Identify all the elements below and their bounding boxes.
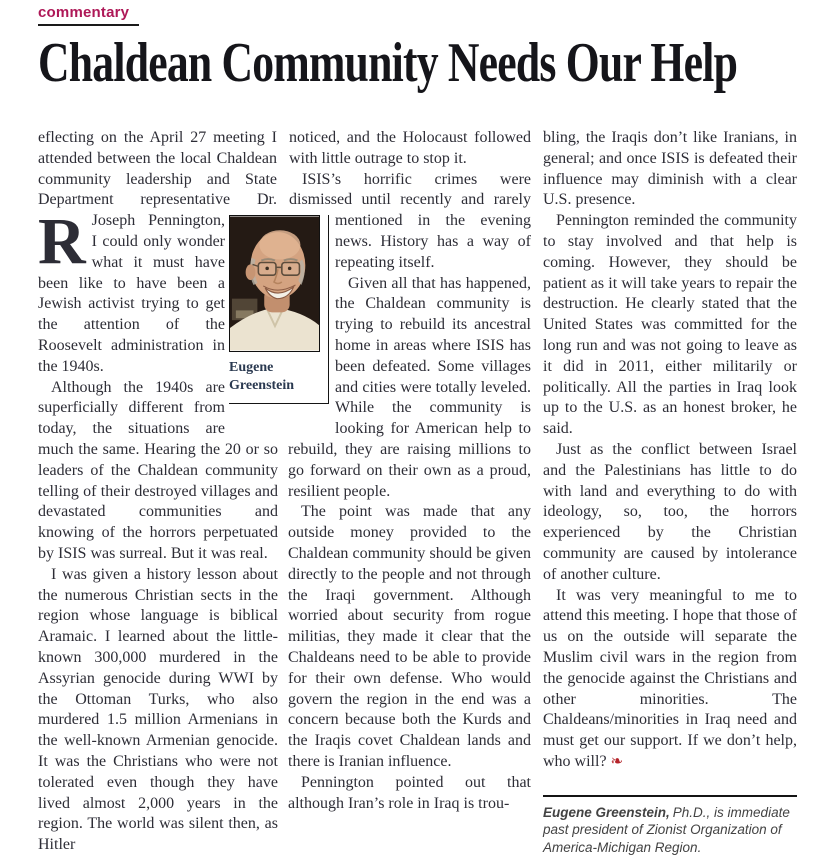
paragraph-text: It was very meaningful to me to attend this meeting. I hope that those of us on the outside will separate the Muslim civil wars in the region from the genocide against the Christians and other minorities. The Chaldeans/minorities in Iraq need and must get our support. If we don’t help, who will? xyxy=(543,586,797,770)
page-title-text: Chaldean Community Needs Our Help xyxy=(38,32,738,94)
paragraph: ISIS’s horrific crimes were dismissed until recently and rarely mentioned in the evening news. History has a way of repeating itself. xyxy=(289,170,531,271)
paragraph: bling, the Iraqis don’t like Iranians, in general; and once ISIS is defeated their influence may diminish with a clear U.S. presence. xyxy=(543,129,797,209)
end-mark-icon: ❧ xyxy=(610,753,624,770)
paragraph: Given all that has happened, the Chaldean community is trying to rebuild its ancestral home in areas where ISIS has been defeated. Some villages and cities were totally leveled. While the community is looking for American help to rebuild, they are raising millions to go forward on their own as a proud, resilient people. xyxy=(288,274,531,500)
photo-caption-line: Greenstein xyxy=(229,378,295,393)
paragraph-text: eflecting on the April 27 meeting I attended between the local Chaldean community leadership and State Department representative Dr. Joseph Pennington, I could only wonder what it must have been like to have been a Jewish activist trying to get the attention of the Roosevelt administration in the 1940s. xyxy=(38,129,277,375)
paragraph: noticed, and the Holocaust followed with little outrage to stop it. xyxy=(289,129,531,167)
author-bio xyxy=(543,795,797,856)
kicker-label: commentary xyxy=(38,4,139,26)
paragraph: Pennington reminded the community to stay involved and that help is coming. However, they should be patient as it will take years to repair the destruction. He clearly stated that the United States was committed for the long run and was not going to leave as it did in 2011, either militarily or politically. All the parties in Iraq look up to the U.S. as an honest broker, he said. xyxy=(543,212,797,438)
drop-cap: R xyxy=(38,205,86,278)
wrap-spacer xyxy=(277,128,278,212)
photo-caption xyxy=(229,359,321,395)
paragraph: The point was made that any outside money provided to the Chaldean community should be given directly to the people and not through the Iraqi government. Although worried about security from rogue militias, they made it clear that the Chaldeans need to be able to provide for their own defense. Who would govern the region in the end was a concern because both the Kurds and the Iraqis covet Chaldean lands and there is Iranian influence. xyxy=(288,503,531,770)
paragraph: Pennington pointed out that although Iran’s role in Iraq is trou- xyxy=(288,773,531,812)
portrait-photo xyxy=(229,215,320,352)
author-name: Eugene Greenstein, xyxy=(543,804,670,820)
author-photo-figure xyxy=(229,215,329,404)
paragraph xyxy=(543,586,797,773)
author-bio-text: Ph.D., is immediate past president of Zionist Organization of America-Michigan Region. xyxy=(543,804,790,855)
paragraph: I was given a history lesson about the numerous Christian sects in the region whose language is biblical Aramaic. I learned about the little-known 300,000 murdered in the Assyrian genocide during WWI by the Ottoman Turks, who also murdered 1.5 million Armenians in the well-known Armenian genocide. It was the Christians who were not tolerated even though they have lived almost 2,000 years in the region. The world was silent then, as Hitler xyxy=(38,565,278,854)
paragraph: Although the 1940s are superficially different from today, the situations are much the same. Hearing the 20 or so leaders of the Chaldean community telling of their destroyed villages and devastated communities and knowing of the horrors perpetuated by ISIS was surreal. But it was real. xyxy=(38,378,278,562)
article-column-3 xyxy=(543,128,797,856)
photo-caption-line: Eugene xyxy=(229,360,274,375)
paragraph: Just as the conflict between Israel and the Palestinians has little to do with land and everything to do with ideology, so, too, the horrors experienced by the Christian community are caused by intolerance of another culture. xyxy=(543,440,797,583)
page-title xyxy=(38,34,839,93)
